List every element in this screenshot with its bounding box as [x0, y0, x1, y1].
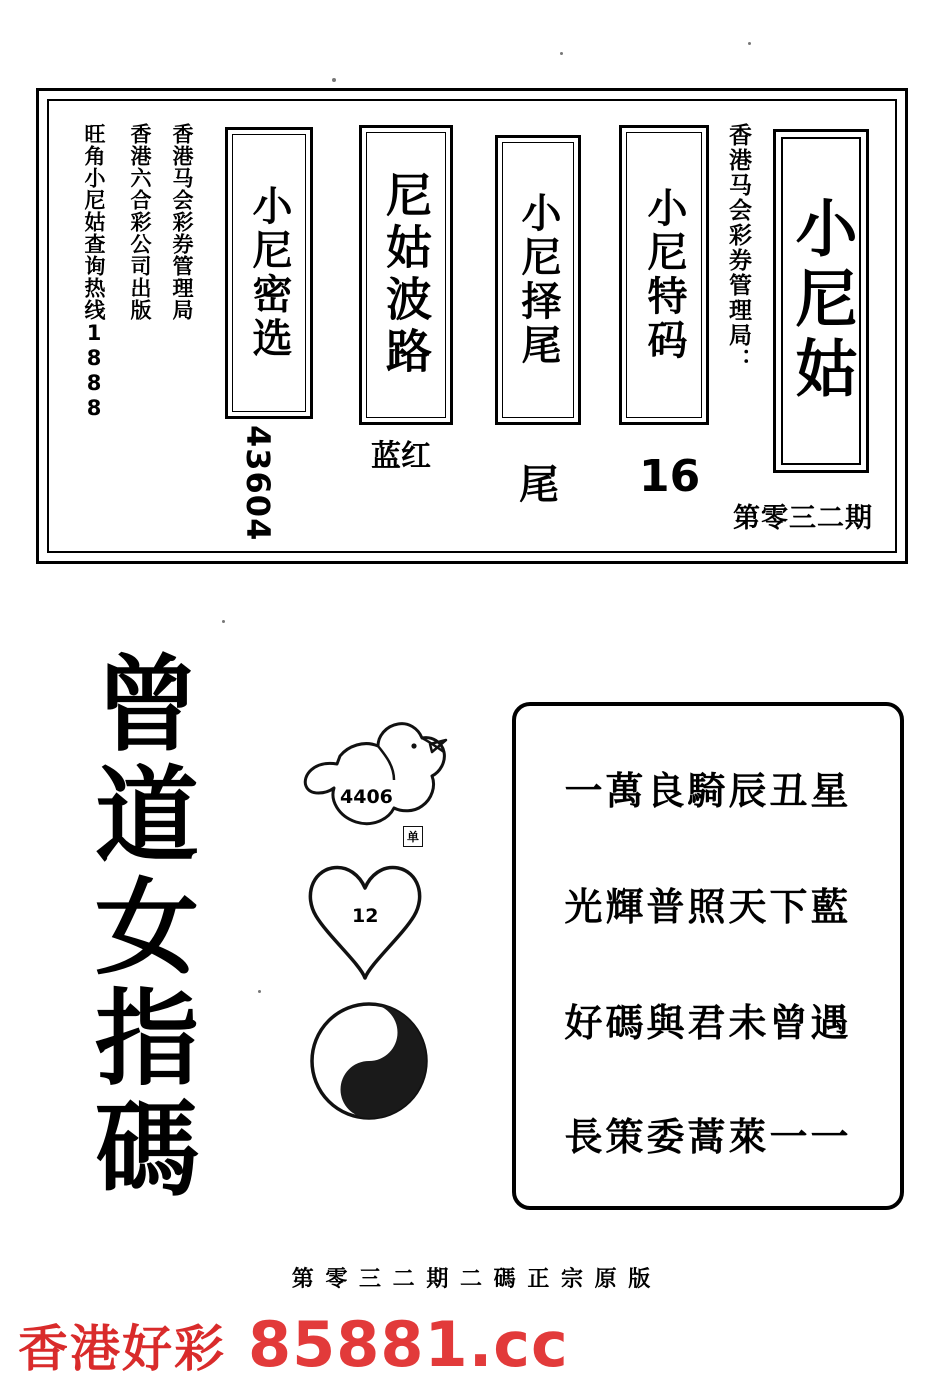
- brand-char-5: 碼: [94, 1089, 199, 1212]
- brand-char-3: 女: [94, 866, 199, 989]
- yinyang-icon: [304, 996, 434, 1126]
- box-bo-lu-value: 蓝红: [371, 439, 431, 474]
- print-speck: [748, 42, 751, 45]
- main-title-box: [773, 129, 869, 473]
- print-speck: [258, 990, 261, 993]
- column-regulator: [171, 123, 192, 463]
- box-mi-xuan: [225, 127, 313, 419]
- poem-box: [512, 702, 904, 1210]
- box-bo-lu-text: 尼姑波路: [379, 171, 433, 379]
- box-te-ma: [619, 125, 709, 425]
- poem-line-3: 好碼與君未曾遇: [564, 1000, 852, 1045]
- box-mi-xuan-value: 43604: [239, 425, 277, 542]
- top-panel: [36, 88, 908, 564]
- column-regulator-text: 香港马会彩券管理局: [170, 123, 194, 321]
- dove-tag: 单: [403, 826, 423, 847]
- box-te-ma-value: 16: [639, 451, 701, 502]
- watermark-text: 香港好彩: [18, 1319, 226, 1378]
- print-speck: [560, 52, 563, 55]
- top-panel-inner-border: [47, 99, 897, 553]
- watermark: [18, 1308, 569, 1381]
- footer-note: 第 零 三 二 期 二 碼 正 宗 原 版: [291, 1267, 653, 1292]
- box-bo-lu-inner: [366, 132, 446, 418]
- box-zhai-wei-value: 尾: [519, 462, 559, 508]
- watermark-number: 85881.cc: [248, 1308, 569, 1381]
- column-hotline-text: 旺角小尼姑查询热线1888: [82, 123, 106, 421]
- heart-number: 12: [352, 905, 379, 927]
- dove-icon: [290, 700, 460, 850]
- yinyang-number: 20: [352, 1034, 379, 1056]
- poem-line-4: 長策委蒿萊一一: [564, 1114, 852, 1159]
- column-publisher-text: 香港六合彩公司出版: [128, 123, 152, 321]
- brand-char-2: 道: [94, 755, 199, 878]
- box-zhai-wei-text: 小尼择尾: [515, 192, 561, 368]
- authority-text-block: [726, 123, 749, 453]
- box-zhai-wei: [495, 135, 581, 425]
- brand-title: [72, 644, 222, 1212]
- main-title-box-inner: [781, 137, 861, 465]
- poem-line-1: 一萬良騎辰丑星: [564, 768, 852, 813]
- poem-line-2: 光輝普照天下藍: [564, 884, 852, 929]
- dove-number: 4406: [340, 786, 393, 808]
- box-zhai-wei-inner: [502, 142, 574, 418]
- column-hotline: [83, 123, 104, 463]
- box-mi-xuan-text: 小尼密选: [246, 185, 292, 361]
- authority-text: 香港马会彩券管理局：: [725, 123, 751, 373]
- box-mi-xuan-inner: [232, 134, 306, 412]
- issue-label: 第零三二期: [733, 503, 873, 534]
- box-bo-lu: [359, 125, 453, 425]
- brand-char-1: 曾: [94, 644, 199, 766]
- print-speck: [332, 78, 336, 82]
- icon-column: [290, 700, 460, 1120]
- box-te-ma-inner: [626, 132, 702, 418]
- print-speck: [222, 620, 225, 623]
- brand-char-4: 指: [94, 977, 199, 1100]
- column-publisher: [129, 123, 150, 463]
- box-te-ma-text: 小尼特码: [641, 187, 687, 363]
- main-title-text: 小尼姑: [785, 196, 858, 406]
